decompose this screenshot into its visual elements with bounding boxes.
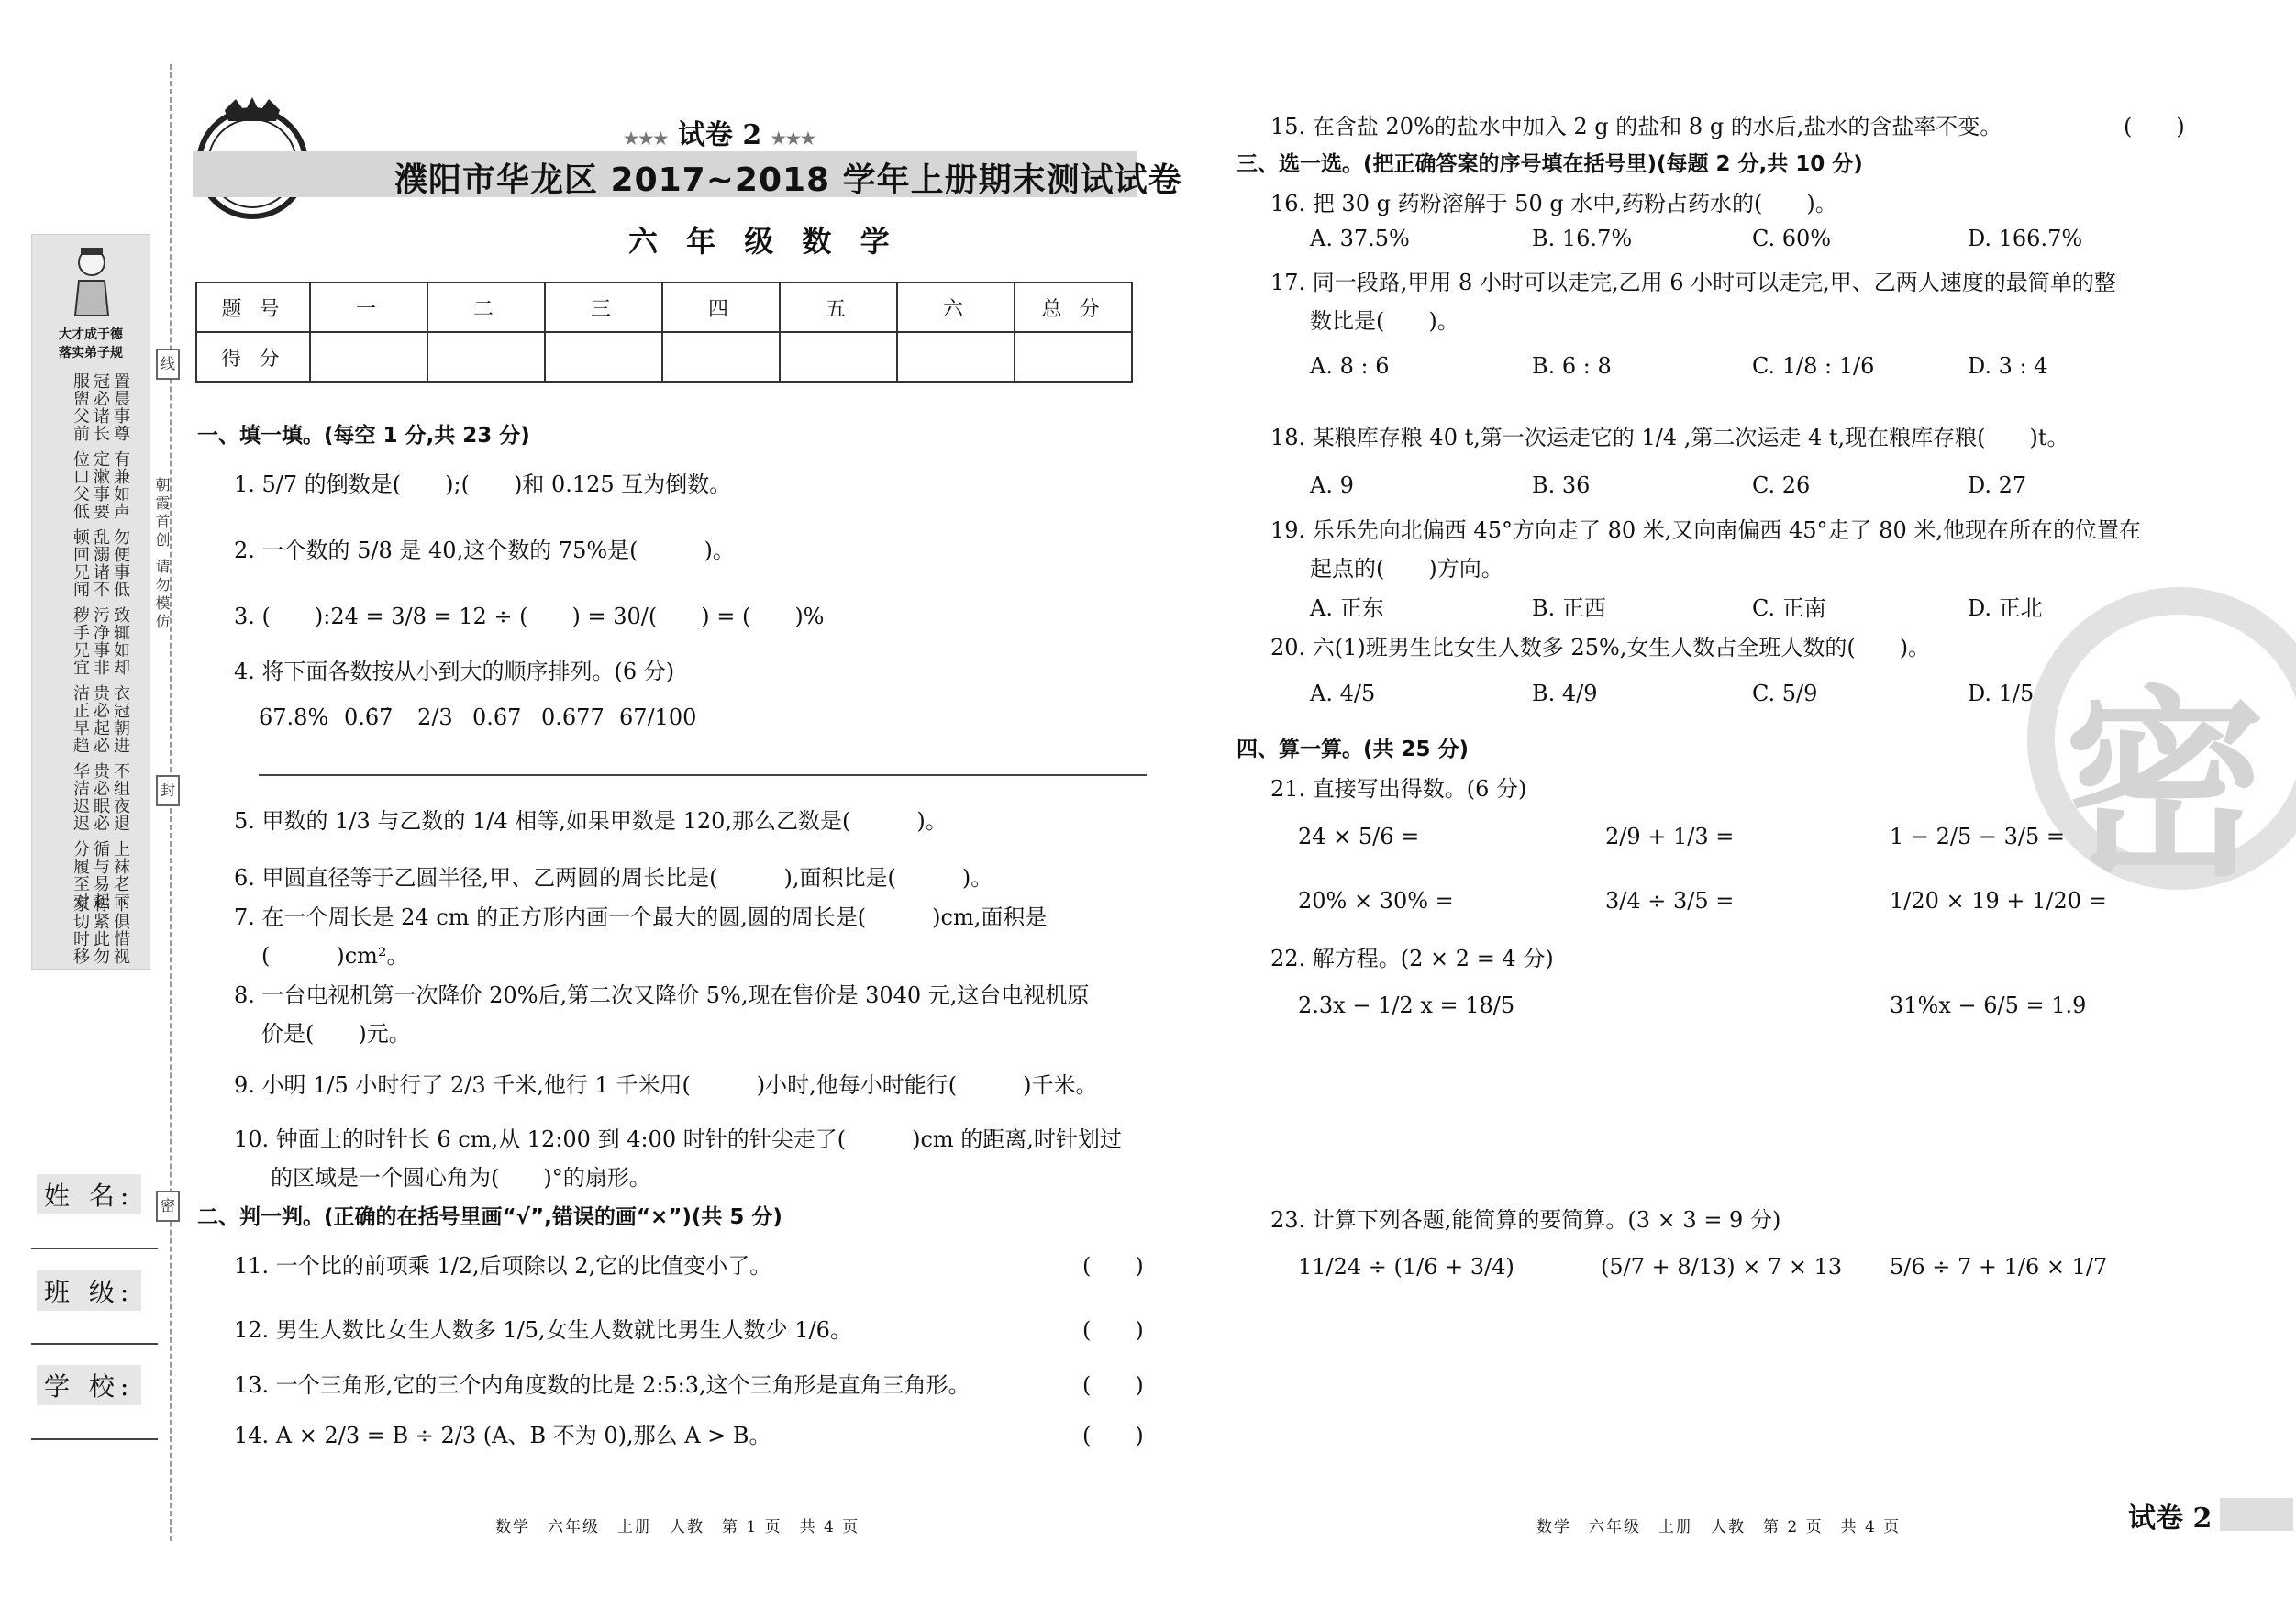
scholar-boy-icon — [73, 244, 110, 317]
question-17-line-1: 17. 同一段路,甲用 8 小时可以走完,乙用 6 小时可以走完,甲、乙两人速度的最简单的整 — [1270, 270, 2116, 295]
q4-number: 67/100 — [619, 704, 697, 730]
seal-mark-xian: 线 — [156, 349, 180, 380]
question-13: 13. 一个三角形,它的三个内角度数的比是 2:5:3,这个三角形是直角三角形。 — [234, 1372, 971, 1398]
table-cell: 五 — [780, 283, 897, 332]
q21-item: 2/9 + 1/3 = — [1605, 824, 1735, 849]
q4-number: 0.6̇7̇ — [344, 704, 394, 730]
q4-number: 0.677 — [541, 704, 605, 730]
school-label: 学 校: — [37, 1365, 141, 1405]
table-cell: 四 — [662, 283, 780, 332]
q4-number: 0.6̇7 — [472, 704, 522, 730]
section-2-title: 二、判一判。(正确的在括号里画“√”,错误的画“×”)(共 5 分) — [197, 1205, 782, 1229]
score-input-cell[interactable] — [310, 332, 427, 382]
score-input-cell[interactable] — [1015, 332, 1132, 382]
table-cell: 题 号 — [196, 283, 310, 332]
table-cell: 六 — [897, 283, 1015, 332]
name-field-line[interactable] — [31, 1248, 158, 1249]
question-21: 21. 直接写出得数。(6 分) — [1270, 776, 1527, 802]
answer-bracket[interactable]: ( ) — [1082, 1317, 1144, 1343]
q17-option-d[interactable]: D. 3 : 4 — [1968, 353, 2048, 379]
q18-option-a[interactable]: A. 9 — [1310, 472, 1354, 498]
copyright-note: 朝霞首创 请勿模仿 — [153, 477, 171, 633]
rule-column: 顿回兄闻 — [71, 528, 90, 598]
question-4: 4. 将下面各数按从小到大的顺序排列。(6 分) — [234, 659, 675, 684]
rule-column: 定漱事要 — [91, 450, 110, 520]
exam-title: 濮阳市华龙区 2017~2018 学年上册期末测试试卷 — [394, 161, 1182, 199]
rule-column: 有兼如声 — [111, 450, 130, 520]
question-11: 11. 一个比的前项乘 1/2,后项除以 2,它的比值变小了。 — [234, 1253, 772, 1279]
q20-option-c[interactable]: C. 5/9 — [1752, 681, 1818, 706]
rule-column: 贵必起必 — [91, 684, 110, 754]
q17-option-a[interactable]: A. 8 : 6 — [1310, 353, 1390, 379]
rule-column: 置晨事尊 — [111, 372, 130, 442]
footer-paper-tag: 试卷 2 — [2128, 1503, 2213, 1535]
rule-column: 污净事非 — [91, 606, 110, 676]
table-cell: 二 — [427, 283, 545, 332]
name-label: 姓 名: — [37, 1174, 141, 1214]
question-20: 20. 六(1)班男生比女生人数多 25%,女生人数占全班人数的( )。 — [1270, 635, 1931, 660]
question-19-line-2: 起点的( )方向。 — [1310, 556, 1503, 582]
class-field-line[interactable] — [31, 1343, 158, 1345]
footer-band — [2220, 1498, 2293, 1531]
score-input-cell[interactable] — [427, 332, 545, 382]
q18-option-c[interactable]: C. 26 — [1752, 472, 1811, 498]
question-22: 22. 解方程。(2 × 2 = 4 分) — [1270, 946, 1554, 971]
section-4-title: 四、算一算。(共 25 分) — [1237, 738, 1470, 761]
q22-item: 2.3x − 1/2 x = 18/5 — [1298, 993, 1515, 1018]
q18-option-b[interactable]: B. 36 — [1532, 472, 1591, 498]
rule-column: 服盥父前 — [71, 372, 90, 442]
question-5: 5. 甲数的 1/3 与乙数的 1/4 相等,如果甲数是 120,那么乙数是( )。 — [234, 808, 948, 834]
q17-option-b[interactable]: B. 6 : 8 — [1532, 353, 1612, 379]
score-input-cell[interactable] — [780, 332, 897, 382]
table-cell: 三 — [545, 283, 662, 332]
q4-answer-line[interactable] — [259, 774, 1147, 776]
paper-tag-text: 试卷 2 — [677, 119, 762, 151]
class-label: 班 级: — [37, 1270, 141, 1311]
rule-column: 称紧此勿 — [91, 895, 110, 965]
q21-item: 3/4 ÷ 3/5 = — [1605, 888, 1735, 914]
rule-column: 洁正早趋 — [71, 684, 90, 754]
rule-column: 勿便事低 — [111, 528, 130, 598]
q22-item: 31%x − 6/5 = 1.9 — [1890, 993, 2087, 1018]
question-8-line-2: 价是( )元。 — [261, 1021, 411, 1047]
question-2: 2. 一个数的 5/8 是 40,这个数的 75%是( )。 — [234, 538, 735, 563]
question-6: 6. 甲圆直径等于乙圆半径,甲、乙两圆的周长比是( ),面积比是( )。 — [234, 865, 993, 891]
footer-page-1: 数学 六年级 上册 人教 第 1 页 共 4 页 — [495, 1518, 860, 1536]
q16-option-d[interactable]: D. 166.7% — [1968, 226, 2083, 251]
question-1: 1. 5/7 的倒数是( );( )和 0.125 互为倒数。 — [234, 471, 732, 497]
rule-column: 分履至对 — [71, 840, 90, 910]
rule-column: 上袜老同 — [111, 840, 130, 910]
answer-bracket[interactable]: ( ) — [1082, 1423, 1144, 1448]
score-table-header-row — [196, 283, 1132, 332]
rule-column: 乱溺诸不 — [91, 528, 110, 598]
rule-column: 华洁迟迟 — [71, 762, 90, 832]
q4-number: 67.8% — [259, 704, 329, 730]
seal-mark-mi: 密 — [156, 1191, 180, 1222]
school-field-line[interactable] — [31, 1438, 158, 1440]
rule-column: 冠必诸长 — [91, 372, 110, 442]
question-7-line-1: 7. 在一个周长是 24 cm 的正方形内画一个最大的圆,圆的周长是( )cm,面积是 — [234, 904, 1048, 930]
footer-page-2: 数学 六年级 上册 人教 第 2 页 共 4 页 — [1536, 1518, 1902, 1536]
question-3: 3. ( ):24 = 3/8 = 12 ÷ ( ) = 30/( ) = ( )% — [234, 604, 825, 629]
q21-item: 20% × 30% = — [1298, 888, 1454, 914]
q17-option-c[interactable]: C. 1/8 : 1/6 — [1752, 353, 1875, 379]
rules-panel — [31, 234, 150, 970]
rule-column: 位口父低 — [71, 450, 90, 520]
q19-option-d[interactable]: D. 正北 — [1968, 595, 2043, 621]
q16-option-c[interactable]: C. 60% — [1752, 226, 1832, 251]
q16-option-b[interactable]: B. 16.7% — [1532, 226, 1633, 251]
rule-column: 循与易起 — [91, 840, 110, 910]
q23-item: 11/24 ÷ (1/6 + 3/4) — [1298, 1254, 1514, 1280]
table-cell: 一 — [310, 283, 427, 332]
answer-bracket[interactable]: ( ) — [1082, 1372, 1144, 1398]
score-table-score-row — [196, 332, 1132, 382]
question-16: 16. 把 30 g 药粉溶解于 50 g 水中,药粉占药水的( )。 — [1270, 191, 1837, 216]
q23-item: 5/6 ÷ 7 + 1/6 × 1/7 — [1890, 1254, 2108, 1280]
paper-tag — [624, 112, 815, 152]
section-3-title: 三、选一选。(把正确答案的序号填在括号里)(每题 2 分,共 10 分) — [1237, 152, 1863, 176]
q20-option-d[interactable]: D. 1/5 — [1968, 681, 2035, 706]
rule-column: 下俱惜视 — [111, 895, 130, 965]
q20-option-a[interactable]: A. 4/5 — [1310, 681, 1376, 706]
rule-column: 秽手兄宜 — [71, 606, 90, 676]
star-decoration-icon: ★★★ — [624, 129, 669, 149]
section-1-title: 一、填一填。(每空 1 分,共 23 分) — [197, 424, 530, 448]
question-18: 18. 某粮库存粮 40 t,第一次运走它的 1/4 ,第二次运走 4 t,现在粮库存粮( )t。 — [1270, 425, 2069, 450]
question-8-line-1: 8. 一台电视机第一次降价 20%后,第二次又降价 5%,现在售价是 3040 元,这台电视机原 — [234, 982, 1090, 1008]
question-15: 15. 在含盐 20%的盐水中加入 2 g 的盐和 8 g 的水后,盐水的含盐率不变。 — [1270, 114, 2002, 139]
q21-item: 1 − 2/5 − 3/5 = — [1890, 824, 2065, 849]
rule-column: 家切时移 — [71, 895, 90, 965]
score-input-cell[interactable] — [545, 332, 662, 382]
q18-option-d[interactable]: D. 27 — [1968, 472, 2027, 498]
rule-column: 贵必眠必 — [91, 762, 110, 832]
q21-item: 1/20 × 19 + 1/20 = — [1890, 888, 2107, 914]
star-decoration-icon: ★★★ — [771, 129, 816, 149]
question-9: 9. 小明 1/5 小时行了 2/3 千米,他行 1 千米用( )小时,他每小时能行( )千米。 — [234, 1072, 1098, 1098]
question-10-line-2: 的区域是一个圆心角为( )°的扇形。 — [271, 1165, 651, 1191]
rule-column: 衣冠朝进 — [111, 684, 130, 754]
answer-bracket[interactable]: ( ) — [2124, 114, 2185, 139]
rule-column: 致辄如却 — [111, 606, 130, 676]
seal-mark-feng: 封 — [156, 775, 180, 806]
q23-item: (5/7 + 8/13) × 7 × 13 — [1601, 1254, 1843, 1280]
q20-option-b[interactable]: B. 4/9 — [1532, 681, 1598, 706]
question-7-line-2: ( )cm²。 — [261, 943, 409, 969]
q19-option-b[interactable]: B. 正西 — [1532, 595, 1606, 621]
question-14: 14. A × 2/3 = B ÷ 2/3 (A、B 不为 0),那么 A > B。 — [234, 1423, 771, 1448]
question-10-line-1: 10. 钟面上的时针长 6 cm,从 12:00 到 4:00 时针的针尖走了( )cm 的距离,时针划过 — [234, 1126, 1122, 1152]
q19-option-c[interactable]: C. 正南 — [1752, 595, 1826, 621]
answer-bracket[interactable]: ( ) — [1082, 1253, 1144, 1279]
score-table — [195, 282, 1133, 383]
q21-item: 24 × 5/6 = — [1298, 824, 1420, 849]
motto-line-1: 大才成于德 — [59, 327, 123, 342]
question-17-line-2: 数比是( )。 — [1310, 308, 1459, 334]
score-input-cell[interactable] — [662, 332, 780, 382]
motto-line-2: 落实弟子规 — [59, 346, 123, 360]
table-cell: 总 分 — [1015, 283, 1132, 332]
subject-title: 六 年 级 数 学 — [628, 224, 899, 259]
watermark-stamp-char: 密 — [2064, 666, 2267, 904]
rule-column: 不组夜退 — [111, 762, 130, 832]
question-12: 12. 男生人数比女生人数多 1/5,女生人数就比男生人数少 1/6。 — [234, 1317, 852, 1343]
q19-option-a[interactable]: A. 正东 — [1310, 595, 1384, 621]
score-input-cell[interactable] — [897, 332, 1015, 382]
q16-option-a[interactable]: A. 37.5% — [1310, 226, 1410, 251]
q4-number: 2/3 — [417, 704, 453, 730]
table-cell: 得 分 — [196, 332, 310, 382]
question-23: 23. 计算下列各题,能简算的要简算。(3 × 3 = 9 分) — [1270, 1207, 1781, 1233]
question-19-line-1: 19. 乐乐先向北偏西 45°方向走了 80 米,又向南偏西 45°走了 80 米,他现在所在的位置在 — [1270, 517, 2141, 543]
